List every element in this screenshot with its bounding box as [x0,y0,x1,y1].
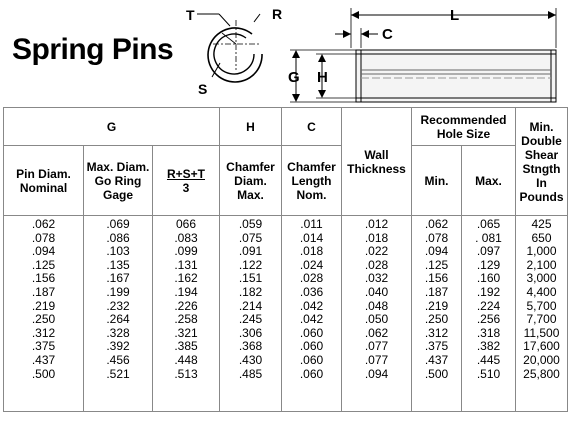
group-header-c: C [282,108,342,146]
cell-chamfer-diam: .075 [238,230,263,245]
group-header-hole-size: Recommended Hole Size [412,108,516,146]
cell-pin-diam: .375 [31,339,56,354]
cell-rst: .131 [174,257,198,272]
cell-max-diam: .521 [106,366,130,381]
cell-shear: 1,000 [526,244,557,259]
header-hole-min: Min. [412,146,462,216]
cell-rst: 066 [175,217,197,231]
cell-wall: .040 [364,284,389,299]
cell-rst: .385 [174,339,198,354]
rst-numerator: R+S+T [166,166,205,181]
cell-chamfer-length: .042 [299,298,324,313]
cell-shear: 425 [531,217,552,231]
cell-hole-min: .062 [424,217,449,231]
label-c: C [382,26,393,43]
column-shear-strength [516,216,568,412]
rst-denominator: 3 [182,180,190,195]
cell-rst: .448 [174,352,198,367]
cell-rst: .162 [174,271,198,286]
label-g: G [288,69,300,86]
cell-hole-max: . 081 [475,230,502,245]
cell-chamfer-length: .036 [299,284,324,299]
cell-rst: .513 [174,366,198,381]
cell-shear: 25,800 [523,366,560,381]
cell-wall: .050 [364,312,389,327]
cell-max-diam: .167 [106,271,130,286]
cell-pin-diam: .219 [31,298,56,313]
column-rst [153,216,220,412]
cell-pin-diam: .187 [31,284,56,299]
header-chamfer-length: Chamfer Length Nom. [282,146,342,216]
cell-max-diam: .199 [106,284,130,299]
cell-wall: .062 [364,325,389,340]
end-view [197,14,262,82]
cell-chamfer-diam: .151 [238,271,263,286]
cell-pin-diam: .125 [31,257,56,272]
cell-max-diam: .328 [106,325,130,340]
cell-pin-diam: .094 [31,244,56,259]
cell-hole-min: .375 [424,339,449,354]
cell-pin-diam: .437 [31,352,56,367]
column-chamfer-diam [220,216,282,412]
group-header-h: H [220,108,282,146]
spring-pin-diagram [0,0,580,107]
cell-hole-max: .445 [476,352,501,367]
cell-pin-diam: .156 [31,271,56,286]
cell-hole-min: .187 [424,284,449,299]
cell-chamfer-length: .060 [299,352,324,367]
header-shear-strength: Min. Double Shear Stngth In Pounds [516,108,568,216]
cell-max-diam: .392 [106,339,130,354]
cell-chamfer-diam: .091 [238,244,263,259]
cell-rst: .083 [174,230,198,245]
cell-hole-min: .125 [424,257,449,272]
cell-chamfer-length: .014 [299,230,324,245]
cell-hole-max: .318 [476,325,501,340]
cell-chamfer-length: .024 [299,257,324,272]
spring-pin-spec-table [3,107,568,412]
cell-chamfer-diam: .122 [238,257,263,272]
cell-wall: .022 [364,244,389,259]
cell-chamfer-length: .060 [299,366,324,381]
cell-shear: 2,100 [526,257,557,272]
cell-chamfer-diam: .059 [238,217,263,231]
cell-hole-min: .219 [424,298,449,313]
cell-max-diam: .232 [106,298,130,313]
cell-hole-min: .312 [424,325,449,340]
page-title: Spring Pins [12,33,174,66]
cell-pin-diam: .062 [31,217,56,231]
cell-shear: 3,000 [526,271,557,286]
column-wall-thickness [342,216,412,412]
cell-pin-diam: .078 [31,230,56,245]
header-wall-thickness: Wall Thickness [342,108,412,216]
cell-rst: .321 [174,325,198,340]
cell-pin-diam: .500 [31,366,56,381]
cell-rst: .194 [174,284,198,299]
cell-wall: .018 [364,230,389,245]
cell-wall: .012 [364,217,389,231]
column-hole-max [462,216,516,412]
label-s: S [198,81,208,97]
column-max-diam [84,216,153,412]
cell-hole-min: .094 [424,244,449,259]
cell-rst: .099 [174,244,198,259]
cell-chamfer-diam: .430 [238,352,263,367]
cell-hole-min: .250 [424,312,449,327]
cell-hole-max: .097 [476,244,501,259]
cell-max-diam: .086 [106,230,130,245]
header-rst [153,146,220,216]
cell-hole-min: .078 [424,230,449,245]
cell-wall: .028 [364,257,389,272]
cell-chamfer-length: .060 [299,339,324,354]
cell-wall: .048 [364,298,389,313]
cell-wall: .077 [364,352,389,367]
cell-hole-max: .224 [476,298,501,313]
cell-hole-max: .192 [476,284,501,299]
label-r: R [272,6,283,22]
cell-shear: 11,500 [523,325,560,340]
cell-max-diam: .456 [106,352,130,367]
cell-chamfer-diam: .485 [238,366,263,381]
cell-shear: 17,600 [523,339,560,354]
cell-chamfer-diam: .245 [238,312,263,327]
rst-fraction [167,167,205,195]
cell-hole-min: .500 [424,366,449,381]
cell-hole-min: .156 [424,271,449,286]
side-view [290,8,556,102]
column-pin-diam [4,216,84,412]
label-t: T [186,7,195,23]
cell-shear: 4,400 [526,284,557,299]
cell-hole-max: .510 [476,366,501,381]
cell-chamfer-length: .011 [300,217,323,231]
cell-wall: .094 [364,366,389,381]
cell-max-diam: .264 [106,312,130,327]
cell-pin-diam: .250 [31,312,56,327]
cell-rst: .226 [174,298,198,313]
cell-chamfer-diam: .306 [238,325,263,340]
cell-max-diam: .135 [106,257,130,272]
cell-hole-max: .065 [476,217,501,231]
cell-hole-max: .160 [476,271,501,286]
column-hole-min [412,216,462,412]
cell-chamfer-diam: .182 [238,284,263,299]
cell-max-diam: .103 [106,244,130,259]
cell-chamfer-length: .060 [299,325,324,340]
cell-hole-max: .256 [476,312,501,327]
cell-chamfer-diam: .214 [238,298,263,313]
cell-hole-max: .382 [476,339,501,354]
cell-hole-max: .129 [476,257,501,272]
cell-shear: 20,000 [523,352,560,367]
cell-rst: .258 [174,312,198,327]
cell-chamfer-length: .028 [299,271,324,286]
label-h: H [317,69,328,86]
cell-shear: 7,700 [526,312,557,327]
header-chamfer-diam: Chamfer Diam. Max. [220,146,282,216]
cell-max-diam: .069 [106,217,130,231]
cell-chamfer-length: .042 [299,312,324,327]
cell-shear: 5,700 [526,298,557,313]
group-header-g: G [4,108,220,146]
cell-hole-min: .437 [424,352,449,367]
cell-wall: .077 [364,339,389,354]
cell-wall: .032 [364,271,389,286]
label-l: L [450,7,460,24]
column-chamfer-length [282,216,342,412]
header-max-diam: Max. Diam. Go Ring Gage [84,146,153,216]
cell-pin-diam: .312 [31,325,56,340]
header-pin-diam: Pin Diam. Nominal [4,146,84,216]
cell-chamfer-diam: .368 [238,339,263,354]
cell-chamfer-length: .018 [299,244,324,259]
header-hole-max: Max. [462,146,516,216]
cell-shear: 650 [531,230,552,245]
